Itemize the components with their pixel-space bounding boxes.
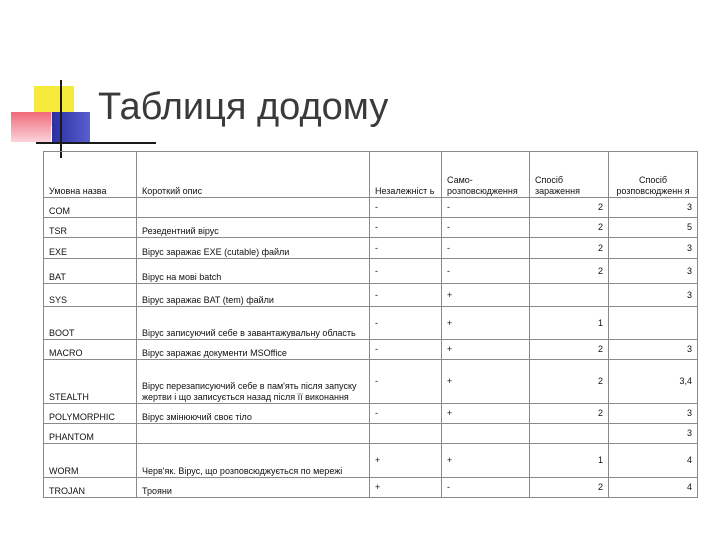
description-cell: Вірус на мові batch [137, 259, 370, 284]
value-cell: 4 [609, 478, 698, 498]
value-cell: + [370, 478, 442, 498]
description-cell: Черв'як. Вірус, що розповсюджується по мережі [137, 444, 370, 478]
value-cell: 2 [530, 238, 609, 259]
value-cell: + [442, 340, 530, 360]
value-cell: - [442, 198, 530, 218]
table-row [44, 218, 698, 238]
value-cell: 4 [609, 444, 698, 478]
value-cell: 1 [530, 444, 609, 478]
description-cell: Вірус заражає BAT (tem) файли [137, 284, 370, 307]
value-cell: - [370, 340, 442, 360]
header-cell: Спосіб зараження [530, 152, 609, 198]
virus-name-cell: SYS [44, 284, 137, 307]
virus-name-cell: WORM [44, 444, 137, 478]
value-cell: 2 [530, 478, 609, 498]
value-cell: + [442, 360, 530, 404]
value-cell: + [370, 444, 442, 478]
value-cell: + [442, 284, 530, 307]
horizontal-line-decoration [36, 142, 156, 144]
value-cell: - [370, 360, 442, 404]
value-cell: + [442, 404, 530, 424]
header-cell: Короткий опис [137, 152, 370, 198]
table-row [44, 259, 698, 284]
header-cell: Умовна назва [44, 152, 137, 198]
vertical-line-decoration [60, 80, 62, 158]
description-cell: Вірус записуючий себе в завантажувальну область [137, 307, 370, 340]
table-row [44, 444, 698, 478]
value-cell: 3 [609, 340, 698, 360]
red-square-decoration [11, 112, 51, 142]
value-cell: 1 [530, 307, 609, 340]
table-row [44, 404, 698, 424]
value-cell: - [370, 259, 442, 284]
value-cell [530, 284, 609, 307]
value-cell: - [442, 259, 530, 284]
virus-name-cell: TROJAN [44, 478, 137, 498]
virus-name-cell: STEALTH [44, 360, 137, 404]
value-cell: 3 [609, 284, 698, 307]
virus-name-cell: COM [44, 198, 137, 218]
value-cell: 3 [609, 404, 698, 424]
value-cell: 3,4 [609, 360, 698, 404]
value-cell [609, 307, 698, 340]
table-row [44, 478, 698, 498]
value-cell: 2 [530, 360, 609, 404]
virus-name-cell: EXE [44, 238, 137, 259]
description-cell: Вірус заражає документи MSOffice [137, 340, 370, 360]
blue-square-decoration [52, 112, 90, 142]
value-cell: 2 [530, 259, 609, 284]
description-cell: Вірус заражає EXE (cutable) файли [137, 238, 370, 259]
value-cell: 3 [609, 424, 698, 444]
table-row [44, 424, 698, 444]
header-cell: Спосіб розповсюдженн я [609, 152, 698, 198]
value-cell: - [370, 284, 442, 307]
value-cell: 3 [609, 238, 698, 259]
value-cell: + [442, 444, 530, 478]
virus-name-cell: POLYMORPHIC [44, 404, 137, 424]
value-cell [370, 424, 442, 444]
value-cell: - [370, 238, 442, 259]
table-row [44, 307, 698, 340]
table-header-row [44, 152, 698, 198]
description-cell: Трояни [137, 478, 370, 498]
value-cell: - [370, 198, 442, 218]
description-cell [137, 198, 370, 218]
value-cell: - [370, 218, 442, 238]
value-cell: 3 [609, 259, 698, 284]
virus-name-cell: PHANTOM [44, 424, 137, 444]
virus-table [43, 151, 698, 498]
table-row [44, 340, 698, 360]
table-row [44, 198, 698, 218]
value-cell [530, 424, 609, 444]
header-cell: Само-розповсюдження [442, 152, 530, 198]
value-cell: - [370, 404, 442, 424]
virus-name-cell: BOOT [44, 307, 137, 340]
table-row [44, 284, 698, 307]
value-cell: - [442, 238, 530, 259]
value-cell: 2 [530, 198, 609, 218]
value-cell: + [442, 307, 530, 340]
value-cell: 2 [530, 340, 609, 360]
value-cell: - [442, 218, 530, 238]
value-cell: 5 [609, 218, 698, 238]
table-row [44, 360, 698, 404]
description-cell: Резедентний вірус [137, 218, 370, 238]
header-cell: Незалежніст ь [370, 152, 442, 198]
table-row [44, 238, 698, 259]
slide-title: Таблиця додому [98, 86, 389, 128]
value-cell: 2 [530, 218, 609, 238]
value-cell [442, 424, 530, 444]
virus-name-cell: TSR [44, 218, 137, 238]
value-cell: 3 [609, 198, 698, 218]
description-cell: Вірус змінюючий своє тіло [137, 404, 370, 424]
description-cell [137, 424, 370, 444]
description-cell: Вірус перезаписуючий себе в пам'ять після запуску жертви і що записується назад після її виконання [137, 360, 370, 404]
virus-name-cell: MACRO [44, 340, 137, 360]
virus-name-cell: BAT [44, 259, 137, 284]
value-cell: - [442, 478, 530, 498]
value-cell: - [370, 307, 442, 340]
value-cell: 2 [530, 404, 609, 424]
